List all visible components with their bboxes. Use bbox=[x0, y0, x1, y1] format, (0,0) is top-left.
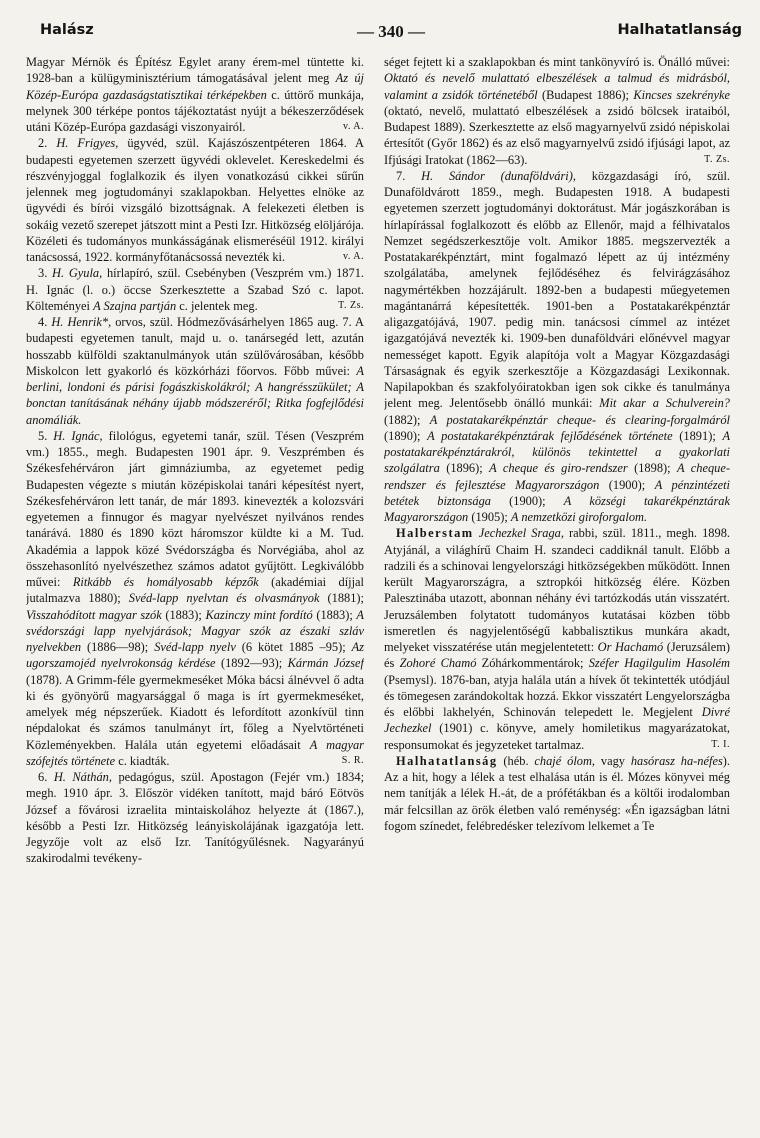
entry-henrik bbox=[26, 314, 364, 428]
text-run: (1900); bbox=[490, 493, 564, 508]
text-run: 3. bbox=[38, 266, 53, 281]
text-run: (1883); bbox=[161, 607, 206, 622]
header-left-keyword: Halász bbox=[40, 22, 94, 38]
text-run: (1901) c. könyve, amely homiletikus magyarázatokat, responsumokat és jegyzeteket tartalmaz. bbox=[384, 721, 730, 752]
text-run: (1883); bbox=[312, 607, 357, 622]
italic-text: Zohoré Chamó bbox=[399, 656, 477, 671]
text-run: 6. bbox=[38, 770, 54, 784]
right-text-column bbox=[384, 54, 730, 1132]
author-signature: T. Zs. bbox=[704, 153, 730, 165]
text-run: ). Az a hit, hogy a lélek a test elhalása után is él. Mózes könyvei még nem tanítják a lélek H.-át, de a prófétákban és a költői irodalomban már felcsillan az örök életben való reménység: «Én igazságban látni fogom színedet, felébredésker telezívom lelkemet a Te bbox=[384, 753, 730, 833]
italic-text: A nemzetközi giroforgalom. bbox=[510, 510, 648, 524]
italic-text: Jechezkel Sraga, bbox=[478, 526, 564, 541]
author-signature: S. R. bbox=[341, 754, 364, 766]
text-run: 4. bbox=[38, 315, 52, 329]
text-run: (1892—93); bbox=[215, 656, 288, 671]
text-run: orvos, szül. Hódmezővásárhelyen 1865 aug. 7. A budapesti egyetemen tanult, majd u. o. tanársegéd lett, azután hosszabb külföldi szaktanulmányok után szülővárosában, később Miskolcon lett gyakorló és közkórházi főorvos. Főbb művei: bbox=[26, 315, 364, 378]
entry-halberstam bbox=[384, 525, 730, 753]
italic-text: A magyar szófejtés története bbox=[26, 737, 364, 768]
text-run: (1881); bbox=[319, 591, 364, 606]
italic-text: Az ugorszamojéd nyelvrokonság kérdése bbox=[26, 640, 364, 671]
italic-text: Svéd-lapp nyelvtan és olvasmányok bbox=[128, 591, 320, 606]
italic-text: Visszahódított magyar szók bbox=[26, 607, 162, 622]
italic-text: A pénzintézeti betétek biztonsága bbox=[384, 477, 730, 508]
text-run: (oktató, nevelő, mulattató elbeszélések a zsidó bölcsek irataiból, Budapest 1889). Szerkesztette az első magyarnyelvű zsidó népiskolai értesítőt (Győr 1862) és az első magyarnyelvű zsidó ifjúsági lapot, az Ifjúsági Iratokat (1862—63). bbox=[384, 103, 730, 167]
text-run: (Psemysl). 1876-ban, atyja halála után a hívek őt tekintették utódjául és tömegesen zarándokoltak hozzá. Ekkor visszatért Lengyelországba és előbbi lakhelyén, Schinován telepedett le. Megjelent bbox=[384, 672, 730, 719]
italic-text: Kazinczy mint fordító bbox=[205, 607, 313, 622]
text-run: (1878). A Grimm-féle gyermekmeséket Móka bácsi álnévvel ő adta ki és gyönyörű magyarsággal ő maga is írt gyermekmeséket, amelyek még népszerűek. Kiadott és lefordított azonkívül tinn népdalokat és számos tanulmányt írt, főleg a Nyelvtörténeti Közleményekben. Halála után egyetemi előadásait bbox=[26, 672, 364, 752]
italic-text: Az új Közép-Európa gazdaságstatisztikai térképekben bbox=[26, 71, 364, 102]
text-run: ügyvéd, szül. Kajászószentpéteren 1864. A budapesti egyetemen szerzett ügyvédi oklevelet. Kereskedelmi és részvényjoggal foglalkozik és ilyen vonatkozású cikkei sűrűn jelennek meg jogtudományi szaklapokban. Helyettes elnöke az ügyvédi és bírói vizsgáló bizottságnak. A felekezeti életben is sokáig vezető szerepet játszott mint a Pesti Izr. Hitközség elöljárója. Közéleti és tudományos munkásságának elismeréséül 1912. királyi tanácsossá, 1922. kormányfőtanácsossá nevezték ki. bbox=[26, 136, 364, 264]
running-header bbox=[40, 22, 742, 46]
text-run: 2. bbox=[38, 136, 57, 151]
author-signature: T. Zs. bbox=[338, 299, 364, 311]
italic-text: H. Henrik*, bbox=[51, 315, 112, 329]
italic-text: Kármán József bbox=[287, 656, 364, 671]
italic-text: H. Ignác, bbox=[53, 428, 103, 443]
text-run: (6 kötet 1885 –95); bbox=[235, 640, 352, 654]
text-run: (1900); bbox=[599, 477, 655, 492]
italic-text: A postatakarékpénztárakról, különös tekintettel a gyakorlati szolgálatra bbox=[384, 428, 730, 476]
page-number: — 340 — bbox=[357, 22, 425, 41]
text-run: c. úttörő munkája, melynek 300 térképe pontos tájékoztatást nyújt a békeszerződések utáni Közép-Európa gazdasági viszonyairól. bbox=[26, 87, 364, 134]
text-run: vagy bbox=[595, 753, 631, 768]
entry-cont2 bbox=[384, 54, 730, 168]
text-run: rabbi, szül. 1811., megh. 1898. Atyjánál, a világhírű Chaim H. szandeci caddiknál tanult. Előbb a radzili és a schinovai lengyelországi hitközségekben működött. Innen került Magyarországra, a sztropkói hitközség élére. Közben Palesztinába utazott, abonnan néhány évi tartózkodás után visszatért. Jeruzsálemben folytatott tudományos kutatásai közben több ismeretlen és nagyjelentőségű kabbalisztikus munkára akadt, melyeket visszatérése után megjelentetett: bbox=[384, 526, 730, 654]
italic-text: A cheque-rendszer és fejlesztése Magyarországon bbox=[384, 461, 730, 492]
italic-text: Ritkább és homályosabb képzők bbox=[72, 575, 259, 589]
text-run: séget fejtett ki a szaklapokban és mint tankönyvíró is. Önálló művei: bbox=[384, 55, 730, 69]
entry-cont1 bbox=[26, 54, 364, 135]
italic-text: Or Hachamó bbox=[597, 640, 664, 654]
author-signature: v. A. bbox=[342, 251, 364, 262]
entry-nathan bbox=[26, 769, 364, 867]
text-run: közgazdasági író, szül. Dunaföldvárott 1859., megh. Budapesten 1918. A budapesti egyetemen szerzett jogtudományi doktorátust. Már jogászkorában is hírlapírással foglalkozott és előbb az Ellenőr, majd a félhivatalos Nemzet segédszerkesztője volt. Amikor 1885. megszervezték a Postatakarékpénztárt, mint fogalmazó lépett az új intézmény szolgálatába, amelynek fejlődéséhez és felvirágzásához nagymértékben hozzájárult. 1892-ben a budapesti műegyetemen magántanárrá képesítették. 1901-ben a Postatakarékpénztár aligazgatójává, 1907. pedig min. tanácsosi címmel az intézet igazgatójává nevezték ki. 1909-ben dunaföldvári előnévvel magyar nemességet kapott. Egyik alapítója volt a Magyar Közgazdasági Társaságnak és egyik szerkesztője a Közgazdasági Lexikonnak. Napilapokban és szakfolyóiratokban igen sok cikke és tanulmánya jelent meg. Jelentősebb önálló munkái: bbox=[384, 168, 730, 411]
italic-text: Oktató és nevelő mulattató elbeszélések a talmud és midrásból, valamint a zsidók történetéből bbox=[384, 71, 730, 102]
text-run: Zóhárkommentárok; bbox=[476, 656, 589, 671]
text-run: (Budapest 1886); bbox=[537, 87, 634, 102]
text-run: (akadémiai díjjal jutalmazva 1880); bbox=[26, 575, 364, 606]
italic-text: A svédországi lapp nyelvjárások; Magyar szók az északi szláv nyelvekben bbox=[26, 607, 364, 654]
entry-ignac bbox=[26, 428, 364, 769]
italic-text: A községi takarékpénztárak Magyarországon bbox=[384, 493, 730, 524]
text-run: c. jelentek meg. bbox=[176, 298, 258, 313]
text-run: c. kiadták. bbox=[115, 753, 170, 768]
author-signature: v. A. bbox=[342, 121, 364, 132]
italic-text: A berlini, londoni és párisi fogászkiskolákról; A hangrésszükület; A bonctan tanításának néhány újabb módszeréről; Ritka fogfejlődési anomáliák. bbox=[26, 363, 364, 427]
text-run: (1905); bbox=[468, 510, 511, 524]
italic-text: Széfer Hagilgulim Hasolém bbox=[588, 656, 730, 671]
italic-text: A Szajna partján bbox=[93, 298, 177, 313]
text-run: (héb. bbox=[497, 753, 535, 768]
italic-text: Svéd-lapp nyelv bbox=[154, 640, 236, 654]
text-run: (1882); bbox=[384, 412, 430, 427]
text-run: 5. bbox=[38, 428, 54, 443]
text-run: (1890); bbox=[384, 428, 428, 443]
header-right-keyword: Halhatatlanság bbox=[617, 22, 742, 38]
text-run: (1898); bbox=[627, 461, 678, 476]
italic-text: A postatakarékpénztár cheque- és clearing-forgalmáról bbox=[429, 412, 730, 427]
author-signature: T. I. bbox=[711, 738, 730, 750]
italic-text: Divré Jechezkel bbox=[384, 705, 730, 736]
left-text-column bbox=[26, 54, 364, 1132]
italic-text: chajé ólom, bbox=[534, 753, 596, 768]
text-run: 7. bbox=[396, 168, 422, 183]
italic-text: H. Gyula, bbox=[52, 266, 103, 281]
text-run: Magyar Mérnök és Építész Egylet arany érem-mel tüntette ki. 1928-ban a külügyminisztérium támogatásával jelent meg bbox=[26, 55, 364, 86]
headword: Halhatatlanság bbox=[396, 753, 498, 768]
text-run: (1896); bbox=[439, 461, 490, 476]
text-run: (Jeruzsálem) és bbox=[384, 640, 730, 671]
entry-sandor bbox=[384, 168, 730, 526]
entry-halhatatlansag bbox=[384, 753, 730, 834]
italic-text: H. Náthán, bbox=[53, 770, 112, 784]
entry-gyula bbox=[26, 265, 364, 314]
italic-text: H. Sándor (dunaföldvári), bbox=[421, 168, 576, 183]
italic-text: A postatakarékpénztárak fejlődésének története bbox=[427, 428, 673, 443]
italic-text: Kincses szekrényke bbox=[633, 87, 730, 102]
text-run: pedagógus, szül. Apostagon (Fejér vm.) 1834; megh. 1910 ápr. 3. Először vidéken tanított, majd báró Eötvös József a fővárosi izraelita mintaiskolához helyezte át (1867.), később a Pesti Izr. Hitközség leányiskolájának igazgatója lett. Jegyzője volt az első Izr. Tanítógyűlésnek. Nagyarányú szakirodalmi tevékeny- bbox=[26, 770, 364, 866]
italic-text: Mit akar a Schulverein? bbox=[599, 396, 730, 411]
italic-text: hasórasz ha-néfes bbox=[630, 753, 723, 768]
italic-text: H. Frigyes, bbox=[56, 136, 119, 151]
entry-frigyes bbox=[26, 135, 364, 265]
text-run: hírlapíró, szül. Csebényben (Veszprém vm.) 1871. H. Ignác (l. o.) öccse Szerkesztette a Szabad Szó c. lapot. Költeményei bbox=[26, 266, 364, 313]
text-run: (1891); bbox=[672, 428, 723, 443]
headword: Halberstam bbox=[396, 526, 474, 541]
italic-text: A cheque és giro-rendszer bbox=[489, 461, 628, 476]
text-run: filológus, egyetemi tanár, szül. Tésen (Veszprém vm.) 1855., megh. Budapesten 1901 ápr. 9. Veszprémben és Székesfehérváron járt gimnáziumba, az egyetemet pedig Budapesten végezte s miután középiskolai tanári képesítést nyert, Székesfehérváron lett tanár, de már 1893. kinevezték a kolozsvári egyetemen a finnugor és magyar nyelvészet nyilvános rendes tanárává. 1880 és 1890 közt háromszor küldte ki a M. Tud. Akadémia a lappok közé Svédországba és Norvégiába, ahol az összehasonlító nyelvészethez számos adatot gyűjtött. Legkiválóbb művei: bbox=[26, 428, 364, 589]
text-run: (1886—98); bbox=[81, 640, 155, 654]
